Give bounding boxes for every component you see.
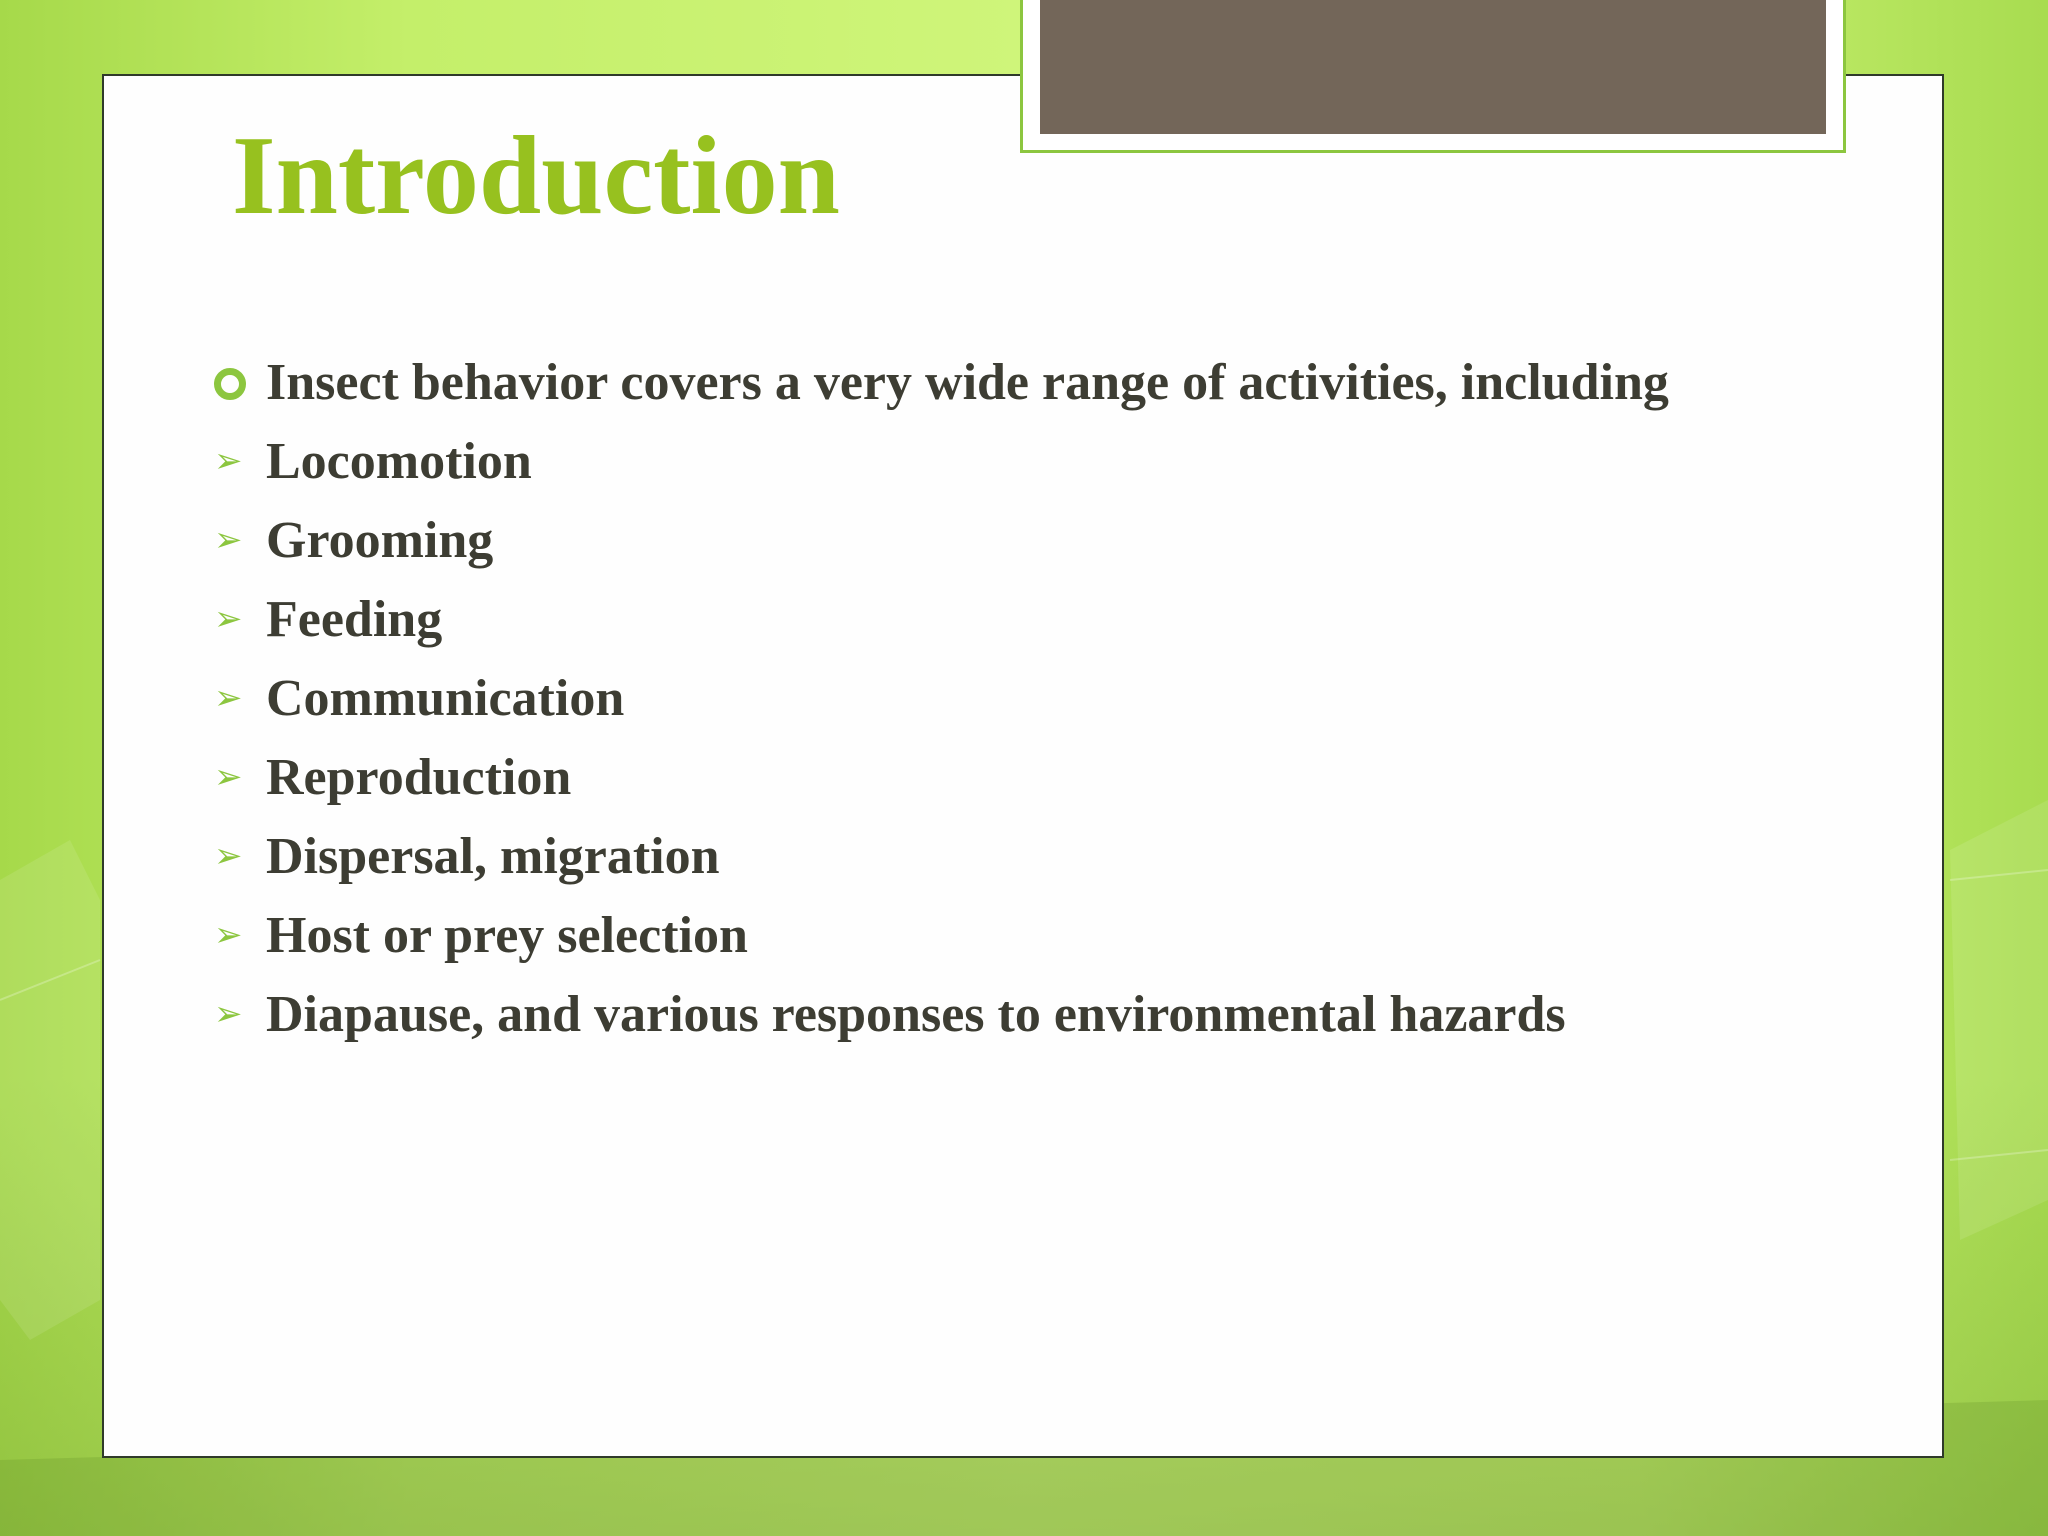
sub-bullet-dispersal xyxy=(214,824,1814,889)
sub-bullet-host-selection xyxy=(214,903,1814,968)
arrow-bullet-icon: ➢ xyxy=(214,994,243,1034)
arrow-bullet-icon: ➢ xyxy=(214,757,243,797)
title-tab-block xyxy=(1040,0,1826,134)
sub-bullet-text: Grooming xyxy=(266,512,494,569)
arrow-bullet-icon: ➢ xyxy=(214,520,243,560)
sub-bullet-reproduction xyxy=(214,745,1814,810)
sub-bullet-text: Diapause, and various responses to environmental hazards xyxy=(266,986,1566,1043)
slide-title: Introduction xyxy=(232,114,840,238)
sub-bullet-locomotion xyxy=(214,429,1814,494)
ring-bullet-icon xyxy=(214,368,246,400)
bullet-list xyxy=(214,350,1814,1061)
sub-bullet-diapause xyxy=(214,982,1814,1047)
main-bullet-text: Insect behavior covers a very wide range of activities, including xyxy=(266,354,1669,411)
sub-bullet-communication xyxy=(214,666,1814,731)
arrow-bullet-icon: ➢ xyxy=(214,915,243,955)
sub-bullet-text: Dispersal, migration xyxy=(266,828,720,885)
main-bullet xyxy=(214,350,1814,415)
arrow-bullet-icon: ➢ xyxy=(214,599,243,639)
sub-bullet-grooming xyxy=(214,508,1814,573)
arrow-bullet-icon: ➢ xyxy=(214,441,243,481)
sub-bullet-text: Host or prey selection xyxy=(266,907,748,964)
sub-bullet-text: Communication xyxy=(266,670,625,727)
sub-bullet-text: Reproduction xyxy=(266,749,572,806)
arrow-bullet-icon: ➢ xyxy=(214,678,243,718)
sub-bullet-text: Locomotion xyxy=(266,433,532,490)
sub-bullet-text: Feeding xyxy=(266,591,443,648)
arrow-bullet-icon: ➢ xyxy=(214,836,243,876)
sub-bullet-feeding xyxy=(214,587,1814,652)
